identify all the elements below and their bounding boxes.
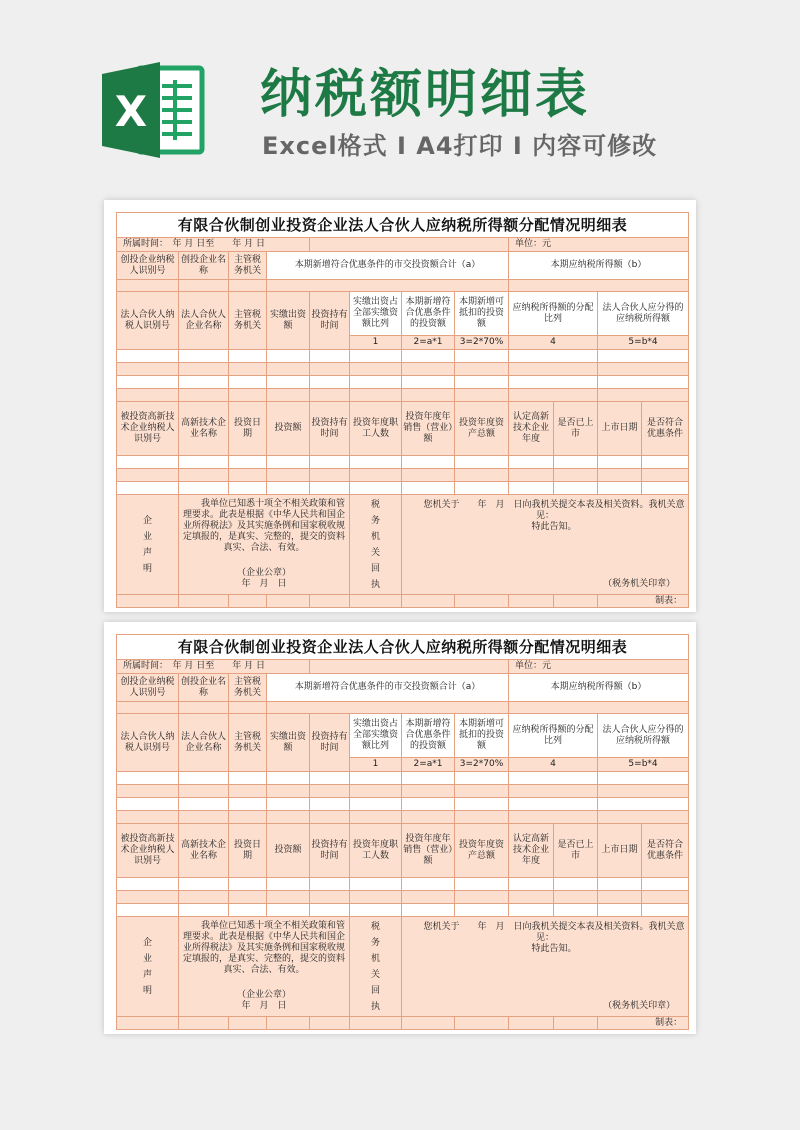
input-cell[interactable] xyxy=(310,798,350,811)
input-cell[interactable] xyxy=(554,482,598,495)
input-cell[interactable] xyxy=(179,363,229,376)
input-cell[interactable] xyxy=(402,363,455,376)
input-cell[interactable] xyxy=(267,878,310,891)
formula-5: 5=b*4 xyxy=(598,758,689,772)
input-cell[interactable] xyxy=(509,469,554,482)
input-cell[interactable] xyxy=(455,878,509,891)
header-invest-amount: 投资额 xyxy=(267,402,310,456)
input-cell[interactable] xyxy=(350,904,402,917)
input-cell[interactable] xyxy=(554,469,598,482)
input-cell[interactable] xyxy=(310,891,350,904)
input-cell[interactable] xyxy=(598,389,689,402)
header-employees: 投资年度职工人数 xyxy=(350,824,402,878)
input-cell[interactable] xyxy=(598,891,642,904)
input-cell[interactable] xyxy=(267,772,310,785)
input-cell[interactable] xyxy=(598,350,689,363)
input-cell[interactable] xyxy=(229,389,267,402)
input-cell[interactable] xyxy=(598,469,642,482)
header-partner-authority: 主管税务机关 xyxy=(229,714,267,772)
input-cell[interactable] xyxy=(229,798,267,811)
input-cell[interactable] xyxy=(267,798,310,811)
input-cell[interactable] xyxy=(267,389,310,402)
declaration-text: 我单位已知悉十项全不相关政策和管理要求。此表是根据《中华人民共和国企业所得税法》及其实施条例和国家税收规定填报的，是真实、完整的，提交的资料真实、合法、有效。 xyxy=(182,921,345,975)
input-cell[interactable] xyxy=(179,280,229,292)
input-cell[interactable] xyxy=(267,456,310,469)
input-cell[interactable] xyxy=(117,811,179,824)
input-cell[interactable] xyxy=(455,785,509,798)
input-cell[interactable] xyxy=(455,363,509,376)
input-cell[interactable] xyxy=(179,785,229,798)
page-subtitle: Excel格式 I A4打印 I 内容可修改 xyxy=(262,132,658,160)
input-cell[interactable] xyxy=(310,904,350,917)
header-certified-year: 认定高新技术企业年度 xyxy=(509,402,554,456)
input-cell[interactable] xyxy=(350,389,402,402)
input-cell[interactable] xyxy=(642,891,689,904)
formula-3: 3=2*70% xyxy=(455,336,509,350)
input-cell[interactable] xyxy=(509,363,598,376)
excel-icon xyxy=(100,60,206,160)
header-holding-time: 投资持有时间 xyxy=(310,714,350,772)
input-cell[interactable] xyxy=(229,878,267,891)
input-cell[interactable] xyxy=(267,891,310,904)
receipt-box[interactable] xyxy=(402,495,689,595)
input-cell[interactable] xyxy=(179,469,229,482)
tax-seal-label: （税务机关印章） xyxy=(603,578,676,589)
receipt-text: 您机关于 年 月 日向我机关提交本表及相关资料。我机关意见： xyxy=(423,499,685,521)
period-label: 所属时间： xyxy=(123,661,164,671)
empty-cell[interactable] xyxy=(229,595,267,608)
input-cell[interactable] xyxy=(642,904,689,917)
empty-cell[interactable] xyxy=(509,595,554,608)
header-paid-capital: 实缴出资额 xyxy=(267,714,310,772)
input-cell[interactable] xyxy=(402,469,455,482)
tax-detail-table xyxy=(116,634,689,1030)
declaration-box[interactable] xyxy=(179,495,350,595)
header-listing-date: 上市日期 xyxy=(598,824,642,878)
empty-cell[interactable] xyxy=(310,660,509,674)
input-cell[interactable] xyxy=(229,350,267,363)
company-seal-label: （企业公章） xyxy=(236,990,291,1000)
header-invest-date: 投资日期 xyxy=(229,402,267,456)
empty-cell[interactable] xyxy=(179,1017,229,1030)
period-cell[interactable] xyxy=(117,660,310,674)
receipt-label-cell xyxy=(350,917,402,1017)
header-sales: 投资年度年销售（营业）额 xyxy=(402,824,455,878)
logo-letter: X xyxy=(114,87,148,136)
unit-label: 单位：元 xyxy=(509,660,689,674)
formula-1: 1 xyxy=(350,758,402,772)
formula-3: 3=2*70% xyxy=(455,758,509,772)
receipt-notice: 特此告知。 xyxy=(531,943,577,954)
empty-cell[interactable] xyxy=(117,1017,179,1030)
input-cell[interactable] xyxy=(402,350,455,363)
empty-cell[interactable] xyxy=(229,1017,267,1030)
page-title: 纳税额明细表 xyxy=(260,65,591,125)
header-section-a: 本期新增符合优惠条件的市交投资额合计（a） xyxy=(267,252,509,280)
input-cell[interactable] xyxy=(310,469,350,482)
input-cell[interactable] xyxy=(229,904,267,917)
input-cell[interactable] xyxy=(509,772,598,785)
input-cell[interactable] xyxy=(117,772,179,785)
header-section-b: 本期应纳税所得额（b） xyxy=(509,674,689,702)
input-cell[interactable] xyxy=(509,798,598,811)
header-target-id: 被投资高新技术企业纳税人识别号 xyxy=(117,824,179,878)
header-employees: 投资年度职工人数 xyxy=(350,402,402,456)
input-cell[interactable] xyxy=(117,456,179,469)
receipt-box[interactable] xyxy=(402,917,689,1017)
input-cell[interactable] xyxy=(642,456,689,469)
header-eligible: 是否符合优惠条件 xyxy=(642,402,689,456)
input-cell[interactable] xyxy=(117,891,179,904)
input-cell[interactable] xyxy=(267,904,310,917)
header-listing-date: 上市日期 xyxy=(598,402,642,456)
input-cell[interactable] xyxy=(229,280,267,292)
input-cell[interactable] xyxy=(267,482,310,495)
formula-4: 4 xyxy=(509,336,598,350)
tax-detail-table xyxy=(116,212,689,608)
input-cell[interactable] xyxy=(310,878,350,891)
formula-4: 4 xyxy=(509,758,598,772)
input-cell[interactable] xyxy=(117,280,179,292)
input-cell[interactable] xyxy=(455,772,509,785)
input-cell[interactable] xyxy=(642,878,689,891)
receipt-notice: 特此告知。 xyxy=(531,521,577,532)
form-title: 有限合伙制创业投资企业法人合伙人应纳税所得额分配情况明细表 xyxy=(117,635,689,660)
input-cell[interactable] xyxy=(179,482,229,495)
input-cell[interactable] xyxy=(229,811,267,824)
header-paid-capital: 实缴出资额 xyxy=(267,292,310,350)
header-target-name: 高新技术企业名称 xyxy=(179,824,229,878)
input-cell[interactable] xyxy=(455,798,509,811)
input-cell[interactable] xyxy=(229,891,267,904)
period-cell[interactable] xyxy=(117,238,310,252)
input-cell[interactable] xyxy=(117,878,179,891)
input-cell[interactable] xyxy=(402,482,455,495)
input-cell[interactable] xyxy=(598,363,689,376)
declaration-date: 年 月 日 xyxy=(241,579,287,589)
header-alloc-ratio: 应纳税所得额的分配比列 xyxy=(509,292,598,336)
declaration-label: 企业声明 xyxy=(142,515,152,574)
input-cell[interactable] xyxy=(350,482,402,495)
input-cell[interactable] xyxy=(350,376,402,389)
declaration-box[interactable] xyxy=(179,917,350,1017)
header-section-b: 本期应纳税所得额（b） xyxy=(509,252,689,280)
empty-cell[interactable] xyxy=(310,595,350,608)
input-cell[interactable] xyxy=(267,811,310,824)
input-cell[interactable] xyxy=(117,376,179,389)
input-cell[interactable] xyxy=(267,350,310,363)
input-cell[interactable] xyxy=(509,280,689,292)
empty-cell[interactable] xyxy=(402,1017,455,1030)
input-cell[interactable] xyxy=(310,811,350,824)
input-cell[interactable] xyxy=(117,469,179,482)
empty-cell[interactable] xyxy=(455,595,509,608)
page-header xyxy=(0,0,800,190)
input-cell[interactable] xyxy=(554,878,598,891)
input-cell[interactable] xyxy=(598,785,689,798)
empty-cell[interactable] xyxy=(402,595,455,608)
input-cell[interactable] xyxy=(455,482,509,495)
period-value: 年 月 日至 年 月 日 xyxy=(172,239,265,249)
header-partner-name: 法人合伙人企业名称 xyxy=(179,714,229,772)
input-cell[interactable] xyxy=(229,376,267,389)
header-listed: 是否已上市 xyxy=(554,824,598,878)
input-cell[interactable] xyxy=(402,389,455,402)
empty-cell[interactable] xyxy=(509,1017,554,1030)
input-cell[interactable] xyxy=(455,389,509,402)
header-listed: 是否已上市 xyxy=(554,402,598,456)
declaration-label: 企业声明 xyxy=(142,937,152,996)
input-cell[interactable] xyxy=(179,350,229,363)
formula-1: 1 xyxy=(350,336,402,350)
empty-cell[interactable] xyxy=(310,1017,350,1030)
input-cell[interactable] xyxy=(509,811,598,824)
header-deductible: 本期新增可抵扣的投资额 xyxy=(455,292,509,336)
input-cell[interactable] xyxy=(598,482,642,495)
input-cell[interactable] xyxy=(402,456,455,469)
header-partner-authority: 主管税务机关 xyxy=(229,292,267,350)
unit-label: 单位：元 xyxy=(509,238,689,252)
input-cell[interactable] xyxy=(267,376,310,389)
input-cell[interactable] xyxy=(310,456,350,469)
input-cell[interactable] xyxy=(509,702,689,714)
input-cell[interactable] xyxy=(117,389,179,402)
header-invest-hold: 投资持有时间 xyxy=(310,824,350,878)
input-cell[interactable] xyxy=(509,904,554,917)
empty-cell[interactable] xyxy=(455,1017,509,1030)
input-cell[interactable] xyxy=(179,904,229,917)
input-cell[interactable] xyxy=(179,811,229,824)
input-cell[interactable] xyxy=(455,904,509,917)
header-holding-time: 投资持有时间 xyxy=(310,292,350,350)
header-section-a: 本期新增符合优惠条件的市交投资额合计（a） xyxy=(267,674,509,702)
input-cell[interactable] xyxy=(554,904,598,917)
input-cell[interactable] xyxy=(350,785,402,798)
header-sales: 投资年度年销售（营业）额 xyxy=(402,402,455,456)
input-cell[interactable] xyxy=(598,798,689,811)
header-certified-year: 认定高新技术企业年度 xyxy=(509,824,554,878)
input-cell[interactable] xyxy=(455,811,509,824)
input-cell[interactable] xyxy=(179,772,229,785)
input-cell[interactable] xyxy=(310,785,350,798)
period-value: 年 月 日至 年 月 日 xyxy=(172,661,265,671)
input-cell[interactable] xyxy=(350,878,402,891)
period-label: 所属时间： xyxy=(123,239,164,249)
input-cell[interactable] xyxy=(229,772,267,785)
input-cell[interactable] xyxy=(117,482,179,495)
input-cell[interactable] xyxy=(642,469,689,482)
header-new-invest: 本期新增符合优惠条件的投资额 xyxy=(402,714,455,758)
maker-label: 制表： xyxy=(598,595,689,608)
input-cell[interactable] xyxy=(229,785,267,798)
receipt-label: 税务机关回执 xyxy=(370,921,380,1012)
header-alloc-ratio: 应纳税所得额的分配比列 xyxy=(509,714,598,758)
empty-cell[interactable] xyxy=(310,238,509,252)
empty-cell[interactable] xyxy=(350,1017,402,1030)
input-cell[interactable] xyxy=(509,389,598,402)
form-sheet-2 xyxy=(104,622,696,1034)
header-company-name: 创投企业名称 xyxy=(179,252,229,280)
header-invest-hold: 投资持有时间 xyxy=(310,402,350,456)
input-cell[interactable] xyxy=(179,702,229,714)
formula-2: 2=a*1 xyxy=(402,336,455,350)
empty-cell[interactable] xyxy=(554,595,598,608)
input-cell[interactable] xyxy=(402,878,455,891)
input-cell[interactable] xyxy=(267,785,310,798)
input-cell[interactable] xyxy=(598,878,642,891)
header-assets: 投资年度资产总额 xyxy=(455,402,509,456)
input-cell[interactable] xyxy=(117,363,179,376)
input-cell[interactable] xyxy=(350,469,402,482)
form-title: 有限合伙制创业投资企业法人合伙人应纳税所得额分配情况明细表 xyxy=(117,213,689,238)
input-cell[interactable] xyxy=(402,785,455,798)
formula-2: 2=a*1 xyxy=(402,758,455,772)
input-cell[interactable] xyxy=(229,456,267,469)
maker-label: 制表： xyxy=(598,1017,689,1030)
input-cell[interactable] xyxy=(598,456,642,469)
input-cell[interactable] xyxy=(229,482,267,495)
header-invest-amount: 投资额 xyxy=(267,824,310,878)
formula-5: 5=b*4 xyxy=(598,336,689,350)
input-cell[interactable] xyxy=(455,469,509,482)
input-cell[interactable] xyxy=(310,363,350,376)
input-cell[interactable] xyxy=(117,798,179,811)
input-cell[interactable] xyxy=(267,702,509,714)
input-cell[interactable] xyxy=(642,482,689,495)
input-cell[interactable] xyxy=(267,469,310,482)
input-cell[interactable] xyxy=(509,785,598,798)
input-cell[interactable] xyxy=(179,456,229,469)
input-cell[interactable] xyxy=(350,350,402,363)
header-alloc-amount: 法人合伙人应分得的应纳税所得额 xyxy=(598,292,689,336)
form-sheet-1 xyxy=(104,200,696,612)
input-cell[interactable] xyxy=(310,772,350,785)
header-partner-name: 法人合伙人企业名称 xyxy=(179,292,229,350)
input-cell[interactable] xyxy=(179,389,229,402)
input-cell[interactable] xyxy=(402,798,455,811)
input-cell[interactable] xyxy=(598,772,689,785)
header-partner-id: 法人合伙人纳税人识别号 xyxy=(117,714,179,772)
input-cell[interactable] xyxy=(117,785,179,798)
declaration-label-cell xyxy=(117,495,179,595)
input-cell[interactable] xyxy=(267,363,310,376)
header-target-id: 被投资高新技术企业纳税人识别号 xyxy=(117,402,179,456)
input-cell[interactable] xyxy=(229,363,267,376)
input-cell[interactable] xyxy=(455,891,509,904)
empty-cell[interactable] xyxy=(267,595,310,608)
input-cell[interactable] xyxy=(455,456,509,469)
input-cell[interactable] xyxy=(598,904,642,917)
input-cell[interactable] xyxy=(509,376,598,389)
header-new-invest: 本期新增符合优惠条件的投资额 xyxy=(402,292,455,336)
header-target-name: 高新技术企业名称 xyxy=(179,402,229,456)
receipt-label-cell xyxy=(350,495,402,595)
input-cell[interactable] xyxy=(229,702,267,714)
input-cell[interactable] xyxy=(509,456,554,469)
receipt-label: 税务机关回执 xyxy=(370,499,380,590)
input-cell[interactable] xyxy=(310,482,350,495)
input-cell[interactable] xyxy=(179,891,229,904)
declaration-label-cell xyxy=(117,917,179,1017)
receipt-text: 您机关于 年 月 日向我机关提交本表及相关资料。我机关意见： xyxy=(423,921,685,943)
input-cell[interactable] xyxy=(179,798,229,811)
input-cell[interactable] xyxy=(350,891,402,904)
tax-seal-label: （税务机关印章） xyxy=(603,1000,676,1011)
declaration-text: 我单位已知悉十项全不相关政策和管理要求。此表是根据《中华人民共和国企业所得税法》及其实施条例和国家税收规定填报的，是真实、完整的，提交的资料真实、合法、有效。 xyxy=(182,499,345,553)
empty-cell[interactable] xyxy=(179,595,229,608)
input-cell[interactable] xyxy=(310,389,350,402)
company-seal-label: （企业公章） xyxy=(236,568,291,578)
input-cell[interactable] xyxy=(509,878,554,891)
header-investor-id: 创投企业纳税人识别号 xyxy=(117,252,179,280)
empty-cell[interactable] xyxy=(350,595,402,608)
header-investor-id: 创投企业纳税人识别号 xyxy=(117,674,179,702)
input-cell[interactable] xyxy=(117,904,179,917)
declaration-date: 年 月 日 xyxy=(241,1001,287,1011)
input-cell[interactable] xyxy=(509,891,554,904)
input-cell[interactable] xyxy=(509,350,598,363)
header-deductible: 本期新增可抵扣的投资额 xyxy=(455,714,509,758)
header-alloc-amount: 法人合伙人应分得的应纳税所得额 xyxy=(598,714,689,758)
header-partner-id: 法人合伙人纳税人识别号 xyxy=(117,292,179,350)
empty-cell[interactable] xyxy=(554,1017,598,1030)
header-ratio: 实缴出资占全部实缴资额比列 xyxy=(350,292,402,336)
input-cell[interactable] xyxy=(402,904,455,917)
input-cell[interactable] xyxy=(455,376,509,389)
input-cell[interactable] xyxy=(554,456,598,469)
input-cell[interactable] xyxy=(350,811,402,824)
input-cell[interactable] xyxy=(455,350,509,363)
input-cell[interactable] xyxy=(402,772,455,785)
input-cell[interactable] xyxy=(117,702,179,714)
input-cell[interactable] xyxy=(402,891,455,904)
input-cell[interactable] xyxy=(117,350,179,363)
header-tax-authority: 主管税务机关 xyxy=(229,674,267,702)
input-cell[interactable] xyxy=(310,376,350,389)
empty-cell[interactable] xyxy=(117,595,179,608)
input-cell[interactable] xyxy=(229,469,267,482)
input-cell[interactable] xyxy=(598,811,689,824)
header-tax-authority: 主管税务机关 xyxy=(229,252,267,280)
input-cell[interactable] xyxy=(310,350,350,363)
input-cell[interactable] xyxy=(179,376,229,389)
input-cell[interactable] xyxy=(402,811,455,824)
empty-cell[interactable] xyxy=(267,1017,310,1030)
header-eligible: 是否符合优惠条件 xyxy=(642,824,689,878)
header-company-name: 创投企业名称 xyxy=(179,674,229,702)
input-cell[interactable] xyxy=(598,376,689,389)
input-cell[interactable] xyxy=(267,280,509,292)
header-assets: 投资年度资产总额 xyxy=(455,824,509,878)
header-invest-date: 投资日期 xyxy=(229,824,267,878)
input-cell[interactable] xyxy=(350,363,402,376)
input-cell[interactable] xyxy=(402,376,455,389)
input-cell[interactable] xyxy=(509,482,554,495)
header-ratio: 实缴出资占全部实缴资额比列 xyxy=(350,714,402,758)
input-cell[interactable] xyxy=(350,798,402,811)
input-cell[interactable] xyxy=(554,891,598,904)
input-cell[interactable] xyxy=(350,772,402,785)
input-cell[interactable] xyxy=(350,456,402,469)
input-cell[interactable] xyxy=(179,878,229,891)
